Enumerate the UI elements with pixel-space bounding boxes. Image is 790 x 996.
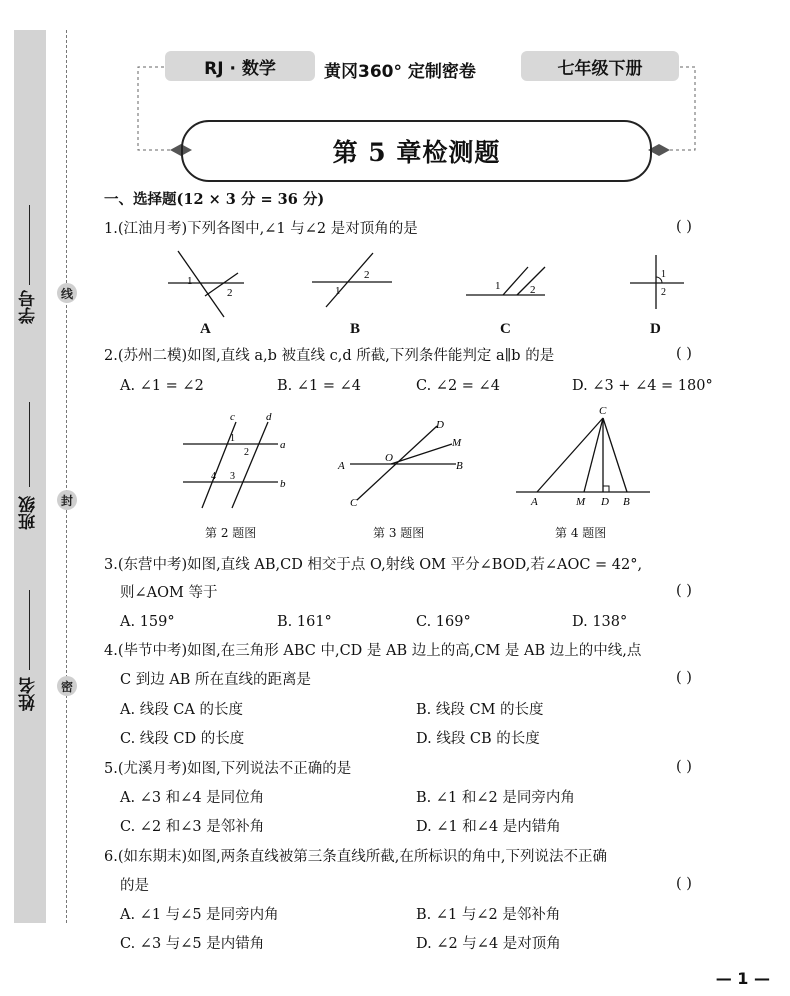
page-number: — 1 — (715, 969, 770, 988)
q1-stem: 1.(江油月考)下列各图中,∠1 与∠2 是对顶角的是 (104, 221, 418, 237)
fig2-label-c: c (230, 411, 235, 423)
fig2-label-d: d (266, 411, 272, 423)
q1-figure-d (630, 255, 684, 309)
fig3-label-m: M (452, 437, 462, 449)
q1-option-c[interactable]: C (500, 321, 511, 337)
fig3-label-o: O (385, 452, 393, 464)
fig4-caption: 第 4 题图 (555, 526, 607, 540)
q1-c-angle-1: 1 (495, 280, 501, 292)
fig3-label-a: A (338, 460, 345, 472)
student-id-label: 学号 (19, 290, 39, 324)
q2-stem: 2.(苏州二模)如图,直线 a,b 被直线 c,d 所截,下列条件能判定 a∥b 的是 (104, 348, 555, 364)
fig2-label-b: b (280, 478, 286, 490)
fig2-angle-3: 3 (230, 471, 235, 482)
q1-b-angle-2: 2 (364, 269, 370, 281)
q4-option-d[interactable]: D. 线段 CB 的长度 (416, 731, 540, 747)
name-label: 姓名 (19, 677, 39, 711)
grade-tag: 七年级下册 (521, 51, 679, 81)
q6-stem-line1: 6.(如东期末)如图,两条直线被第三条直线所截,在所标识的角中,下列说法不正确 (104, 849, 607, 865)
q5-answer-blank: ( ) (676, 759, 692, 775)
fig4-label-d: D (601, 496, 609, 508)
fig2-label-a: a (280, 439, 286, 451)
page-title: 第 5 章检测题 (181, 120, 652, 182)
fig3-label-b: B (456, 460, 463, 472)
section-heading: 一、选择题(12 × 3 分 = 36 分) (104, 191, 325, 208)
series-title: 黄冈360° 定制密卷 (324, 62, 476, 82)
fig3-label-c: C (350, 497, 358, 509)
q1-answer-blank: ( ) (676, 219, 692, 235)
q4-option-c[interactable]: C. 线段 CD 的长度 (120, 731, 245, 747)
fig3 (337, 419, 463, 509)
q3-option-c[interactable]: C. 169° (416, 614, 471, 630)
name-blank (29, 590, 30, 670)
fig4-label-c: C (599, 405, 607, 417)
q5-option-a[interactable]: A. ∠3 和∠4 是同位角 (120, 790, 265, 806)
q4-option-a[interactable]: A. 线段 CA 的长度 (120, 702, 243, 718)
q2-q4-figures (0, 400, 790, 520)
q4-answer-blank: ( ) (676, 670, 692, 686)
q3-stem-line1: 3.(东营中考)如图,直线 AB,CD 相交于点 O,射线 OM 平分∠BOD,若∠AOC = 42°, (104, 557, 643, 573)
q5-stem: 5.(尤溪月考)如图,下列说法不正确的是 (104, 761, 352, 777)
q1-figure-a (168, 251, 244, 317)
fig4-label-b: B (623, 496, 630, 508)
fig3-label-d: D (436, 419, 444, 431)
q1-d-angle-1: 1 (661, 269, 666, 280)
q4-stem-line1: 4.(毕节中考)如图,在三角形 ABC 中,CD 是 AB 边上的高,CM 是 AB 边上的中线,点 (104, 643, 642, 659)
q1-d-angle-2: 2 (661, 287, 666, 298)
class-label: 班级 (19, 496, 39, 530)
q6-stem-line2: 的是 (120, 878, 149, 894)
q5-option-d[interactable]: D. ∠1 和∠4 是内错角 (416, 819, 561, 835)
fig2 (183, 411, 286, 508)
fig2-angle-1: 1 (230, 433, 235, 444)
q1-a-angle-1: 1 (187, 275, 193, 287)
q2-option-b[interactable]: B. ∠1 = ∠4 (277, 378, 361, 394)
fig2-angle-4: 4 (211, 471, 216, 482)
q1-option-d[interactable]: D (650, 321, 661, 337)
q1-option-a[interactable]: A (200, 321, 211, 337)
q6-option-c[interactable]: C. ∠3 与∠5 是内错角 (120, 936, 265, 952)
q6-answer-blank: ( ) (676, 876, 692, 892)
seal-char-seal: 封 (57, 490, 77, 510)
q4-stem-line2: C 到边 AB 所在直线的距离是 (120, 672, 312, 688)
fig3-caption: 第 3 题图 (373, 526, 425, 540)
q3-option-a[interactable]: A. 159° (120, 614, 175, 630)
q3-option-d[interactable]: D. 138° (572, 614, 628, 630)
q6-option-b[interactable]: B. ∠1 与∠2 是邻补角 (416, 907, 561, 923)
q6-option-a[interactable]: A. ∠1 与∠5 是同旁内角 (120, 907, 279, 923)
q2-option-d[interactable]: D. ∠3 + ∠4 = 180° (572, 378, 713, 394)
q1-option-b[interactable]: B (350, 321, 361, 337)
q4-option-b[interactable]: B. 线段 CM 的长度 (416, 702, 544, 718)
fig2-angle-2: 2 (244, 447, 249, 458)
q2-option-a[interactable]: A. ∠1 = ∠2 (120, 378, 204, 394)
subject-tag: RJ · 数学 (165, 51, 315, 81)
q3-answer-blank: ( ) (676, 583, 692, 599)
q1-figures (0, 245, 790, 325)
q1-b-angle-1: 1 (335, 285, 341, 297)
q1-figure-b (312, 253, 392, 307)
q5-option-c[interactable]: C. ∠2 和∠3 是邻补角 (120, 819, 265, 835)
q1-figure-c (466, 267, 545, 296)
q2-answer-blank: ( ) (676, 346, 692, 362)
q3-stem-line2: 则∠AOM 等于 (120, 585, 218, 601)
fig4-label-a: A (531, 496, 538, 508)
q2-option-c[interactable]: C. ∠2 = ∠4 (416, 378, 500, 394)
fig4-label-m: M (576, 496, 586, 508)
fig4 (516, 405, 650, 508)
seal-char-secret: 密 (57, 676, 77, 696)
q6-option-d[interactable]: D. ∠2 与∠4 是对顶角 (416, 936, 561, 952)
q1-c-angle-2: 2 (530, 284, 536, 296)
fig2-caption: 第 2 题图 (205, 526, 257, 540)
q1-a-angle-2: 2 (227, 287, 233, 299)
q3-option-b[interactable]: B. 161° (277, 614, 332, 630)
q5-option-b[interactable]: B. ∠1 和∠2 是同旁内角 (416, 790, 575, 806)
seal-char-line: 线 (57, 283, 77, 303)
